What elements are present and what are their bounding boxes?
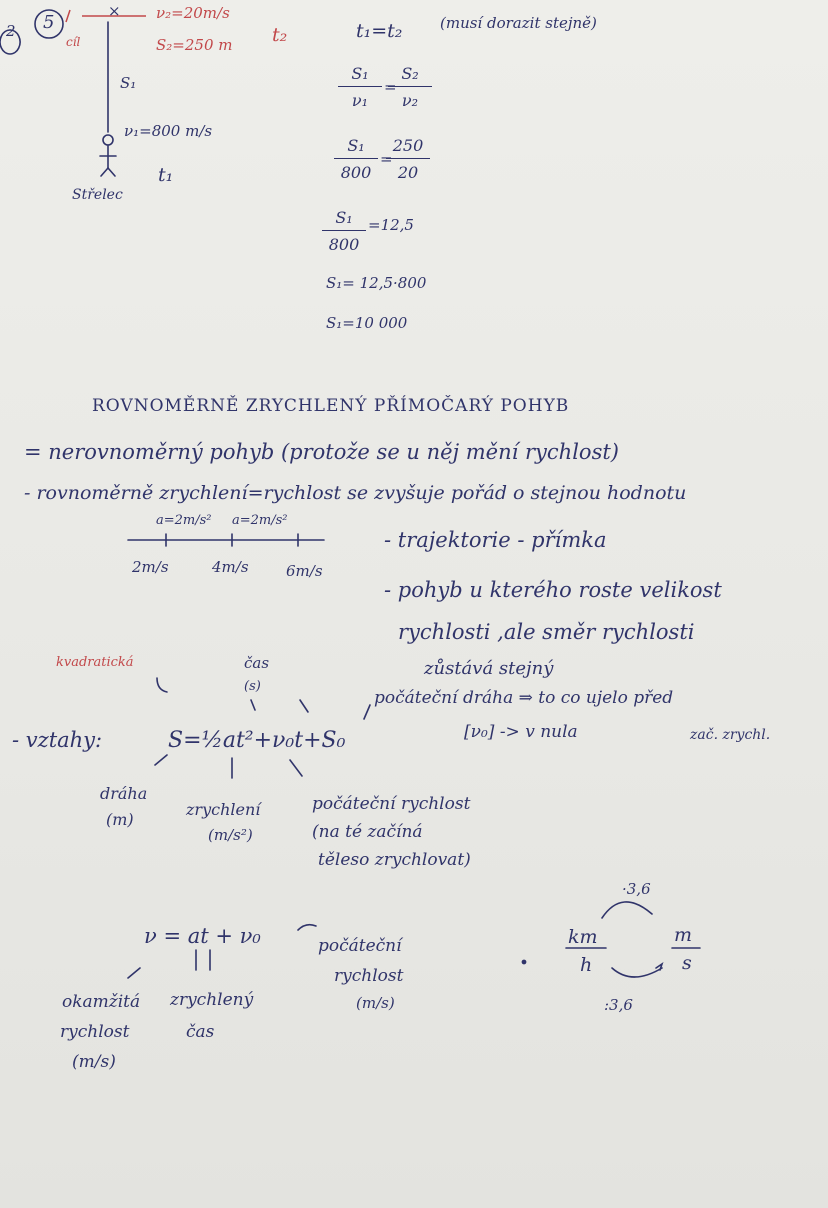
section-title: ROVNOMĚRNĚ ZRYCHLENÝ PŘÍMOČARÝ POHYB <box>92 396 570 416</box>
t1-label: t₁ <box>158 164 174 186</box>
time-label: čas <box>244 654 270 672</box>
accelerated-label: zrychlený <box>170 990 254 1010</box>
axis-v3: 6m/s <box>286 562 323 580</box>
distance-formula: S=½at²+ν₀t+S₀ <box>168 728 346 753</box>
initial-label: počáteční <box>318 936 402 956</box>
divide-3-6: :3,6 <box>604 996 633 1014</box>
s2-value: S₂=250 m <box>156 36 233 54</box>
acceleration-label: zrychlení <box>186 800 261 819</box>
distance-unit: (m) <box>106 810 134 829</box>
problem-number: 5 <box>43 12 55 33</box>
axis-v2: 4m/s <box>212 558 249 576</box>
axis-v1: 2m/s <box>132 558 169 576</box>
s1-label: S₁ <box>120 74 137 92</box>
multiply-3-6: ·3,6 <box>622 880 651 898</box>
v0-null-note: [ν₀] -> v nula <box>464 722 578 742</box>
fraction-s1-800: $\frac{\text{S₁}}{800}$ <box>334 136 378 182</box>
initial-velocity-note-2: těleso zrychlovat) <box>318 850 471 870</box>
quadratic-label: kvadratická <box>56 655 134 670</box>
time-equality: t₁=t₂ <box>356 20 403 42</box>
velocity-label: rychlost <box>334 966 404 986</box>
fraction-s2-v2: $\frac{\text{S₂}}{\text{ν₂}}$ <box>388 64 432 110</box>
kmh-denominator: h <box>580 954 593 976</box>
v1-value: ν₁=800 m/s <box>124 122 213 140</box>
property-line-2: rychlosti ,ale směr rychlosti <box>398 620 695 644</box>
margin-number: 2 <box>6 22 16 40</box>
initial-distance-note: počáteční dráha ⇒ to co ujelo před <box>374 688 674 708</box>
fraction-s1-v1: $\frac{\text{S₁}}{\text{ν₁}}$ <box>338 64 382 110</box>
axis-accel-1: a=2m/s² <box>156 513 212 528</box>
t2-label: t₂ <box>272 24 288 46</box>
equals-2: = <box>380 150 393 168</box>
kmh-numerator: km <box>568 926 598 948</box>
fraction-250-20: $\frac{250}{20}$ <box>386 136 430 182</box>
instant-velocity-label: rychlost <box>60 1022 130 1042</box>
axis-accel-2: a=2m/s² <box>232 513 288 528</box>
result-12-5: =12,5 <box>368 216 414 234</box>
start-acceleration-note: zač. zrychl. <box>690 727 771 743</box>
target-mark: × <box>108 2 121 20</box>
relations-label: - vztahy: <box>12 728 103 752</box>
ms-numerator: m <box>674 924 693 946</box>
time-equality-note: (musí dorazit stejně) <box>440 14 597 32</box>
velocity-formula: ν = at + ν₀ <box>144 924 261 948</box>
product-line: S₁= 12,5·800 <box>326 274 427 292</box>
definition-line-2: - rovnoměrně zrychlení=rychlost se zvyšuje pořád o stejnou hodnotu <box>24 482 687 504</box>
ms-denominator: s <box>682 952 692 974</box>
shooter-label: Střelec <box>72 187 123 203</box>
property-line-3: zůstává stejný <box>424 658 554 679</box>
target-label: cíl <box>66 35 81 49</box>
v2-value: ν₂=20m/s <box>156 4 230 22</box>
acceleration-unit: (m/s²) <box>208 826 253 844</box>
property-line-1: - pohyb u kterého roste velikost <box>384 578 722 602</box>
time-unit: (s) <box>244 679 261 694</box>
trajectory-line: - trajektorie - přímka <box>384 528 607 552</box>
instant-label: okamžitá <box>62 992 141 1012</box>
final-result: S₁=10 000 <box>326 314 408 332</box>
definition-line-1: = nerovnoměrný pohyb (protože se u něj mění rychlost) <box>24 440 619 464</box>
distance-label: dráha <box>100 784 148 803</box>
fraction-s1-800-b: $\frac{\text{S₁}}{800}$ <box>322 208 366 254</box>
equals-1: = <box>384 78 397 96</box>
initial-velocity-label: počáteční rychlost <box>312 794 471 814</box>
instant-velocity-unit: (m/s) <box>72 1052 116 1072</box>
initial-velocity-note: (na té začíná <box>312 822 423 842</box>
velocity-unit: (m/s) <box>356 994 395 1012</box>
time-label-2: čas <box>186 1022 215 1042</box>
